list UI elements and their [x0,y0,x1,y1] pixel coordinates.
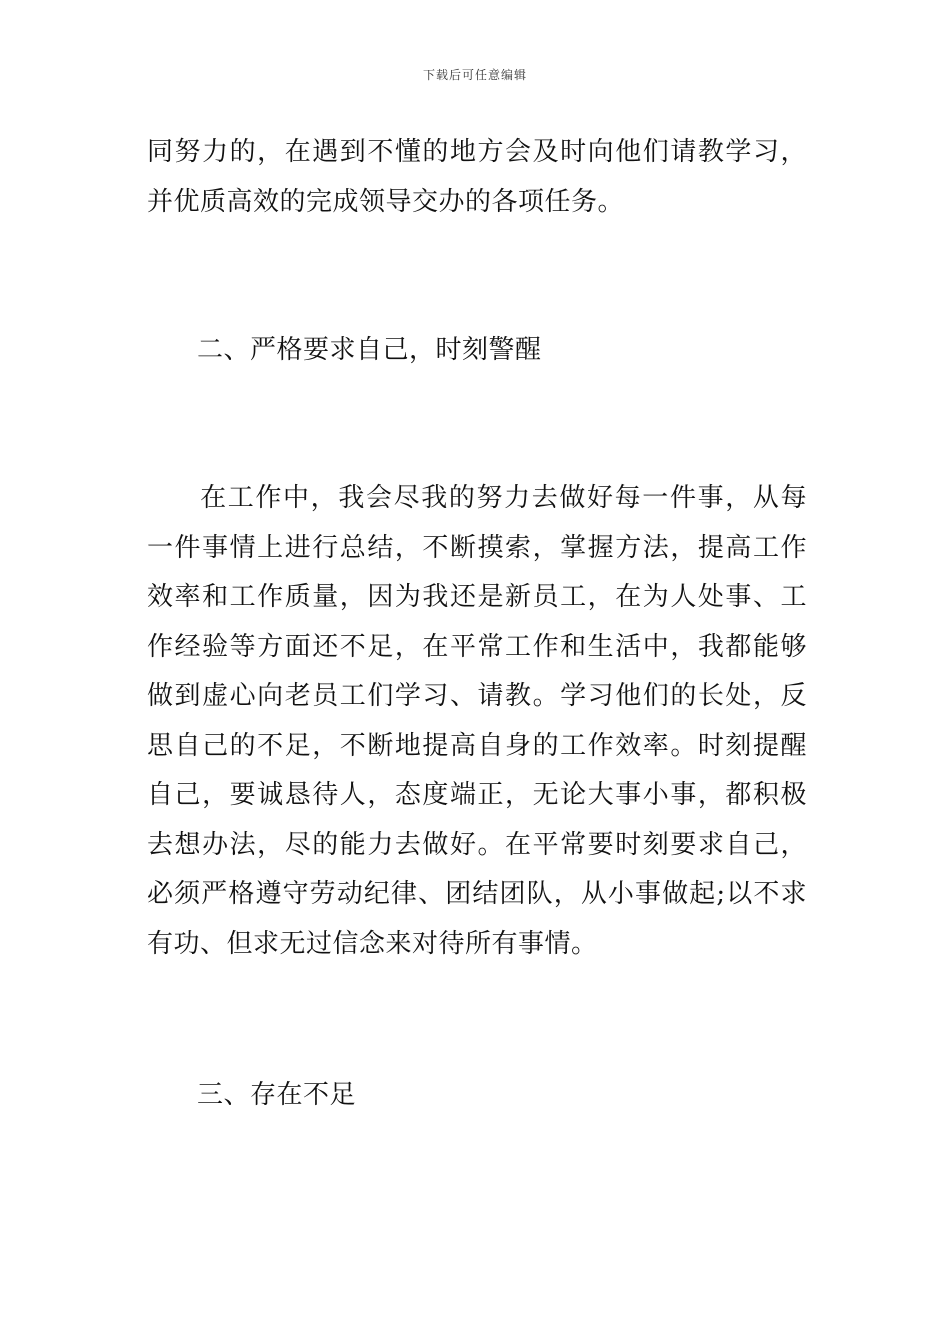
section-heading-three: 三、存在不足 [197,1080,357,1110]
paragraph-main-text: 在工作中，我会尽我的努力去做好每一件事，从每一件事情上进行总结，不断摸索，掌握方法，提高工作效率和工作质量，因为我还是新员工，在为人处事、工作经验等方面还不足，在平常工作和生活中，我都能够做到虚心向老员工们学习、请教。学习他们的长处，反思自己的不足，不断地提高自身的工作效率。时刻提醒自己，要诚恳待人，态度端正，无论大事小事，都积极去想办法，尽的能力去做好。在平常要时刻要求自己，必须严格遵守劳动纪律、团结团队，从小事做起;以不求有功、但求无过信念来对待所有事情。 [147,483,807,959]
page-header-note: 下载后可任意编辑 [422,68,527,82]
paragraph-continued: 同努力的，在遇到不懂的地方会及时向他们请教学习，并优质高效的完成领导交办的各项任务。 [147,137,807,217]
section-heading-two: 二、严格要求自己，时刻警醒 [197,335,542,365]
paragraph-main [147,474,807,969]
